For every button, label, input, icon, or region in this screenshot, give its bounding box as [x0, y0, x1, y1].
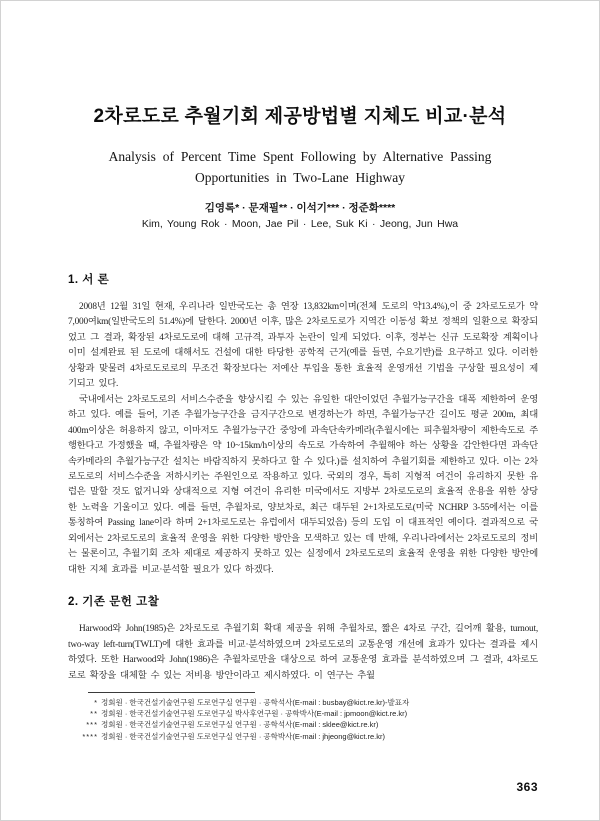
authors-korean: 김영록* · 문재필** · 이석기*** · 정준화****	[204, 202, 396, 214]
footnote-text: 정회원 · 한국건설기술연구원 도로연구실 박사후연구원 · 공학박사(E-mail : jpmoon@kict.re.kr)	[101, 709, 408, 719]
footnote-divider	[88, 692, 255, 693]
section-1-heading: 1. 서 론	[68, 274, 110, 286]
paper-title-korean: 2차로도로 추월기회 제공방법별 지체도 비교·분석	[93, 106, 507, 127]
section-1-paragraph-2: 국내에서는 2차로도로의 서비스수준을 향상시킬 수 있는 유일한 대안이었던 추월가능구간을 대폭 제한하여 운영하고 있다. 예를 들어, 기존 추월가능구간을 금지구간으로 변경하는가 하면, 추월가능구간 길이도 평균 200m, 최대 400m이상은 허용하지 않고, 이마저도 추월가능구간 중앙에 과속단속카메라(추월시에는 피추월차량이 제한속도로 주행한다고 가정했을 때, 추월차량은 약 10~15km/h이상의 속도로 가속하여 추월해야 하는 상황을 감안한다면 과속단속카메라의 추월가능구간 설치는 바람직하지 못하다고 할 수 있다.)를 설치하여 추월기회를 제한하고 있다. 이는 2차로도로의 서비스수준을 저하시키는 주원인으로 작용하고 있다. 국외의 경우, 특히 지형적 여건이 유리하지 못한 유럽은 말할 것도 없거니와 상대적으로 지형 여건이 유리한 미국에서도 지방부 2차로도로의 효율적 운용을 위한 상당한 노력을 기울이고 있다. 예를 들면, 추월차로, 양보차로, 최근 대두된 2+1차로도로(미국 NCHRP 3-55에서는 이를 통칭하여 Passing lane이라 하며 2+1차로도로는 유럽에서 대두되었음) 등의 도입 이 대표적인 예이다. 결과적으로 국외에서는 2차로도로의 효율적 운영을 위한 다양한 방안을 모색하고 있는 데 반해, 우리나라에서는 2차로도로의 정비는 물론이고, 추월기회 조차 제대로 제공하지 못하고 있는 실정에서 2차로도로의 효율적 운영을 위한 다양한 방안에 대한 지체 효과를 비교·분석할 필요가 있다 하겠다.	[68, 394, 538, 575]
paper-title-english-line2: Opportunities in Two-Lane Highway	[195, 169, 405, 185]
footnote-text: 정회원 · 한국건설기술연구원 도로연구실 연구원 · 공학석사(E-mail : sklee@kict.re.kr)	[101, 720, 379, 730]
footnote-text: 정회원 · 한국건설기술연구원 도로연구실 연구원 · 공학석사(E-mail : busbay@kict.re.kr)-발표자	[101, 698, 410, 707]
paper-body	[68, 271, 538, 690]
footnote-marker: **	[90, 709, 98, 719]
footnote-marker: *	[94, 698, 98, 707]
page-number: 363	[516, 780, 538, 794]
footnote-item	[70, 708, 538, 719]
footnote-item	[70, 731, 538, 742]
section-1-paragraph-1: 2008년 12월 31일 현재, 우리나라 일반국도는 총 연장 13,832km이며(전체 도로의 약13.4%),이 중 2차로도로가 약 7,000여km(일반국도의 51.4%)에 달한다. 2000년 이후, 많은 2차로도로가 지역간 이동성 확보 정책의 일환으로 확장되었고 그 결과, 확장된 4차로도로에 대해 고규격, 과투자 논란이 일게 되었다. 이후, 정부는 신규 도로확장 계획이나 이미 설계완료 된 도로에 대해서도 건설에 대한 타당한 공학적 근거(예를 들면, 수요기반)를 요구하고 있다. 이러한 상황과 맞물려 4차로도로로의 무조건 확장보다는 저예산 투입을 통한 효율적 운영개선 기법을 구상할 필요성이 제기되고 있다.	[68, 302, 538, 390]
section-2-heading: 2. 기존 문헌 고찰	[68, 596, 160, 609]
paper-title-english-line1: Analysis of Percent Time Spent Following by Alternative Passing	[108, 149, 492, 164]
paper-title-english	[0, 147, 600, 188]
section-2-paragraph-1: Harwood와 John(1985)은 2차로도로 추월기회 확대 제공을 위해 추월차로, 짧은 4차로 구간, 길어깨 활용, turnout, two-way left-turn(TWLT)에 대한 효과를 비교·분석하였으며 2차로도로의 교통운영 개선에 효과가 있다는 결과를 제시하였다. 또한 Harwood와 John(1986)은 추월차로만을 대상으로 하여 교통운영 효과를 분석하였으며 그 결과, 4차로도로로 확장을 대체할 수 있는 저비용 방안이라고 제시하였다. 이 연구는 추월	[68, 624, 538, 681]
footnote-text: 정회원 · 한국건설기술연구원 도로연구실 연구원 · 공학박사(E-mail : jhjeong@kict.re.kr)	[101, 731, 386, 741]
footnote-marker: ***	[86, 720, 98, 730]
authors-english: Kim, Young Rok · Moon, Jae Pil · Lee, Suk Ki · Jeong, Jun Hwa	[141, 218, 459, 230]
footnote-item	[70, 719, 538, 730]
footnotes	[70, 697, 538, 742]
footnote-marker: ****	[82, 731, 98, 741]
footnote-item	[70, 697, 538, 708]
